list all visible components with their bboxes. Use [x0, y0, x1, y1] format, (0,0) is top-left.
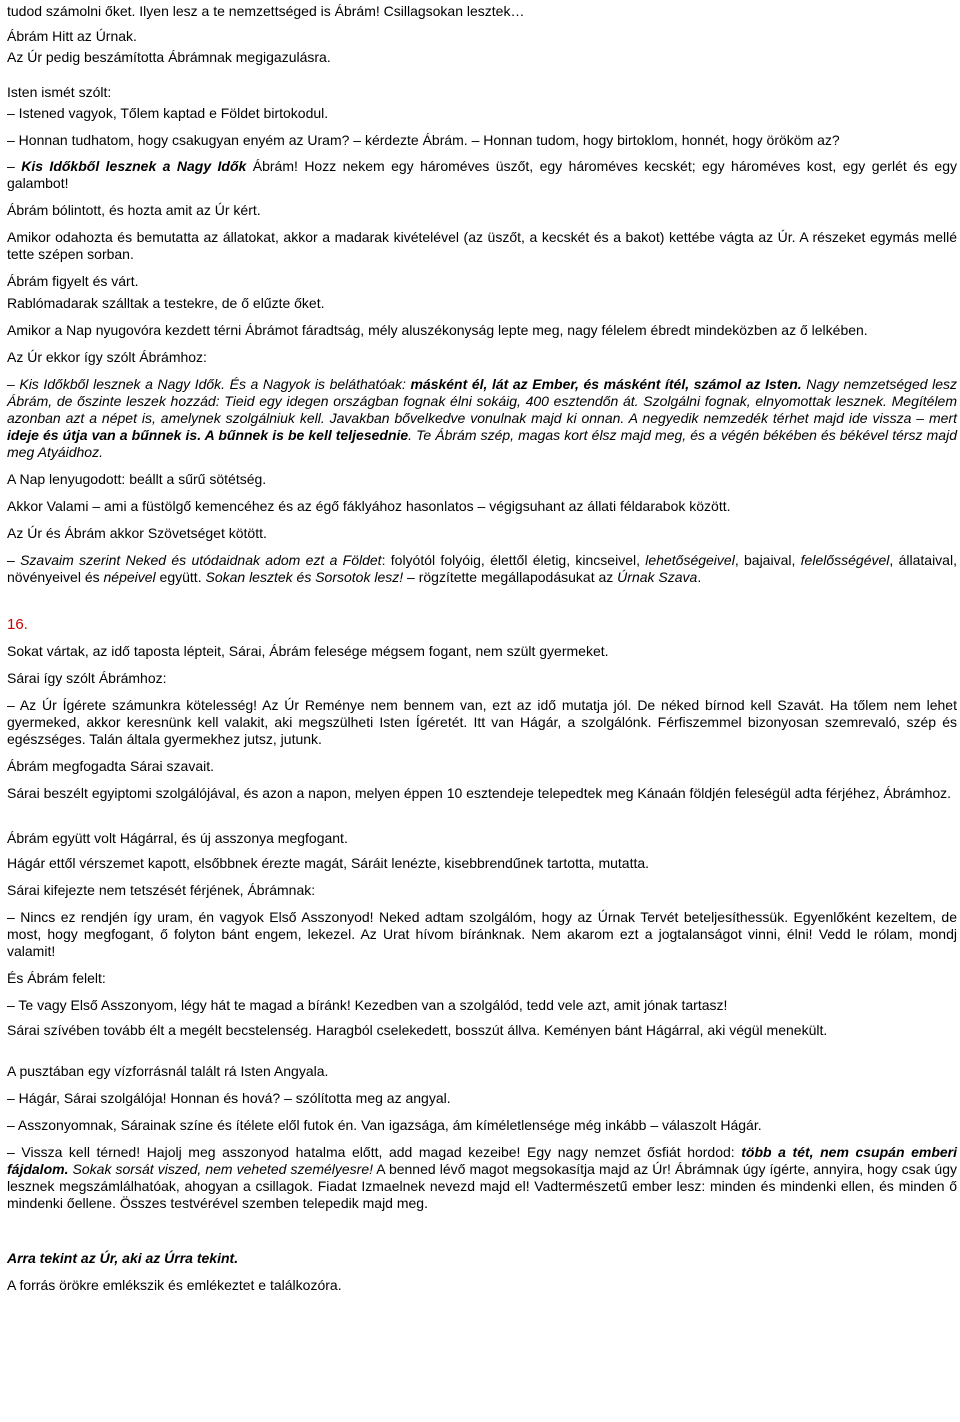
paragraph: – Nincs ez rendjén így uram, én vagyok Első Asszonyod! Neked adtam szolgálóm, hogy az Úrnak Tervét beteljesíthessük. Egyenlőként kezeltem, de most, hogy megfogant, ő folyton bánt engem, lekezel. Az Urat hívom bíránknak. Nem akarom ezt a jogtalanságot vinni, élni! Vedd le rólam, mondj valamit!: [7, 909, 957, 959]
emphasis: több a tét, nem csupán emberi fájdalom.: [7, 1144, 957, 1177]
text-line: Hágár ettől vérszemet kapott, elsőbbnek érezte magát, Sáráit lenézte, kisebbrendűnek tartotta, mutatta.: [7, 855, 650, 871]
paragraph: Sárai így szólt Ábrámhoz:: [7, 670, 167, 686]
paragraph: – Szavaim szerint Neked és utódaidnak adom ezt a Földet: folyótól folyóig, élettől életig, kincseivel, lehetőségeivel, bajaival, felelősségével, állataival, növényeivel és népeivel együtt. Sokan lesztek és Sorsotok lesz! – rögzítette megállapodásukat az Úrnak Szava.: [7, 552, 957, 585]
paragraph: Sokat vártak, az idő taposta lépteit, Sárai, Ábrám felesége mégsem fogant, nem szült gyermeket.: [7, 643, 609, 659]
paragraph: Akkor Valami – ami a füstölgő kemencéhez és az égő fáklyához hasonlatos – végigsuhant az állati féldarabok között.: [7, 498, 731, 514]
text-line: – Te vagy Első Asszonyom, légy hát te magad a bíránk! Kezedben van a szolgálód, tedd vele azt, amit jónak tartasz!: [7, 997, 728, 1013]
chapter-number: 16.: [7, 616, 28, 633]
emphasis: ideje és útja van a bűnnek is. A bűnnek is be kell teljesednie: [7, 427, 409, 443]
closing-line: Arra tekint az Úr, aki az Úrra tekint.: [7, 1250, 239, 1266]
paragraph: – Az Úr Ígérete számunkra kötelesség! Az Úr Reménye nem bennem van, ezt az idő mutatja jól. De néked bírnod kell Szavát. Ha tőlem nem lehet gyermeked, akkor keresnünk kell valakit, aki megszülheti Isten Ígéretét. Itt van Hágár, a szolgálónk. Férfiszemmel bizonyosan szemrevaló, szép és egészséges. Talán általa gyermekhez jutsz, jutunk.: [7, 697, 957, 747]
paragraph: A pusztában egy vízforrásnál talált rá Isten Angyala.: [7, 1063, 329, 1079]
paragraph: – Asszonyomnak, Sárainak színe és ítélete elől futok én. Van igazsága, ám kíméletlensége még inkább – válaszolt Hágár.: [7, 1117, 762, 1133]
paragraph: Ábrám bólintott, és hozta amit az Úr kért.: [7, 202, 261, 218]
paragraph: – Kis Időkből lesznek a Nagy Idők Ábrám! Hozz nekem egy hároméves üszőt, egy hároméves kecskét; egy hároméves kost, egy gerlét és egy galambot!: [7, 158, 957, 191]
text-line: Isten ismét szólt:: [7, 84, 112, 100]
text-line: Rablómadarak szálltak a testekre, de ő elűzte őket.: [7, 295, 325, 311]
paragraph: A forrás örökre emlékszik és emlékeztet e találkozóra.: [7, 1277, 342, 1293]
paragraph: – Kis Időkből lesznek a Nagy Idők. És a Nagyok is beláthatóak: másként él, lát az Ember, és másként ítél, számol az Isten. Nagy nemzetséged lesz Ábrám, de őszinte leszek hozzád: Tieid egy idegen országban fognak élni sokáig, 400 esztendőn át. Szolgálni fognak, elnyomottak lesznek. Megítélem azonban azt a népet is, amelynek szolgálniuk kell. Javakban bővelkedve vonulnak majd ki onnan. A negyedik nemzedék térhet majd ide vissza – mert ideje és útja van a bűnnek is. A bűnnek is be kell teljesednie. Te Ábrám szép, magas kort élsz majd meg, és a végén békében és békével térsz majd meg Atyáidhoz.: [7, 376, 957, 460]
paragraph: Sárai beszélt egyiptomi szolgálójával, és azon a napon, melyen éppen 10 esztendeje telepedtek meg Kánaán földjén feleségül adta férjéhez, Ábrámhoz.: [7, 785, 952, 801]
text-line: tudod számolni őket. Ilyen lesz a te nemzettséged is Ábrám! Csillagsokan lesztek…: [7, 3, 525, 19]
paragraph: – Hágár, Sárai szolgálója! Honnan és hová? – szólította meg az angyal.: [7, 1090, 451, 1106]
paragraph: Sárai kifejezte nem tetszését férjének, Ábrámnak:: [7, 882, 316, 898]
paragraph: Amikor a Nap nyugovóra kezdett térni Ábrámot fáradtság, mély aluszékonyság lepte meg, nagy félelem ébredt mindeközben az ő lelkében.: [7, 322, 868, 338]
paragraph: Az Úr ekkor így szólt Ábrámhoz:: [7, 349, 207, 365]
text-line: Sárai szívében tovább élt a megélt becstelenség. Haragból cselekedett, bosszút állva. Keményen bánt Hágárral, aki végül menekült.: [7, 1022, 828, 1038]
paragraph: A Nap lenyugodott: beállt a sűrű sötétség.: [7, 471, 267, 487]
text-line: Ábrám együtt volt Hágárral, és új asszonya megfogant.: [7, 830, 348, 846]
paragraph: És Ábrám felelt:: [7, 970, 106, 986]
text-line: Ábrám Hitt az Úrnak.: [7, 28, 137, 44]
paragraph: – Vissza kell térned! Hajolj meg asszonyod hatalma előtt, add magad kezeibe! Egy nagy nemzet ősfiát hordod: több a tét, nem csupán emberi fájdalom. Sokak sorsát viszed, nem veheted személyesre! A benned lévő magot megsokasítja majd az Úr! Ábrámnak úgy ígérte, annyira, hogy csak úgy lesznek megszámlálhatóak, ahogyan a csillagok. Fiadat Izmaelnek nevezd majd el! Vadtermészetű ember lesz: minden és mindenki ellen, és minden ő mindenki őellene. Összes testvérével szemben telepedik majd meg.: [7, 1144, 957, 1211]
text-line: Ábrám figyelt és várt.: [7, 273, 139, 289]
paragraph: Az Úr és Ábrám akkor Szövetséget kötött.: [7, 525, 267, 541]
text-line: Az Úr pedig beszámította Ábrámnak megigazulásra.: [7, 49, 331, 65]
text-line: – Honnan tudhatom, hogy csakugyan enyém az Uram? – kérdezte Ábrám. – Honnan tudom, hogy birtoklom, honnét, hogy örököm az?: [7, 132, 840, 148]
paragraph: Amikor odahozta és bemutatta az állatokat, akkor a madarak kivételével (az üszőt, a kecskét és a bakot) kettébe vágta az Úr. A részeket egymás mellé tette szépen sorban.: [7, 229, 957, 262]
emphasis: Kis Időkből lesznek a Nagy Idők: [21, 158, 247, 174]
text-line: – Istened vagyok, Tőlem kaptad e Földet birtokodul.: [7, 105, 329, 121]
emphasis: másként él, lát az Ember, és másként ítél, számol az Isten.: [410, 376, 802, 392]
paragraph: Ábrám megfogadta Sárai szavait.: [7, 758, 214, 774]
